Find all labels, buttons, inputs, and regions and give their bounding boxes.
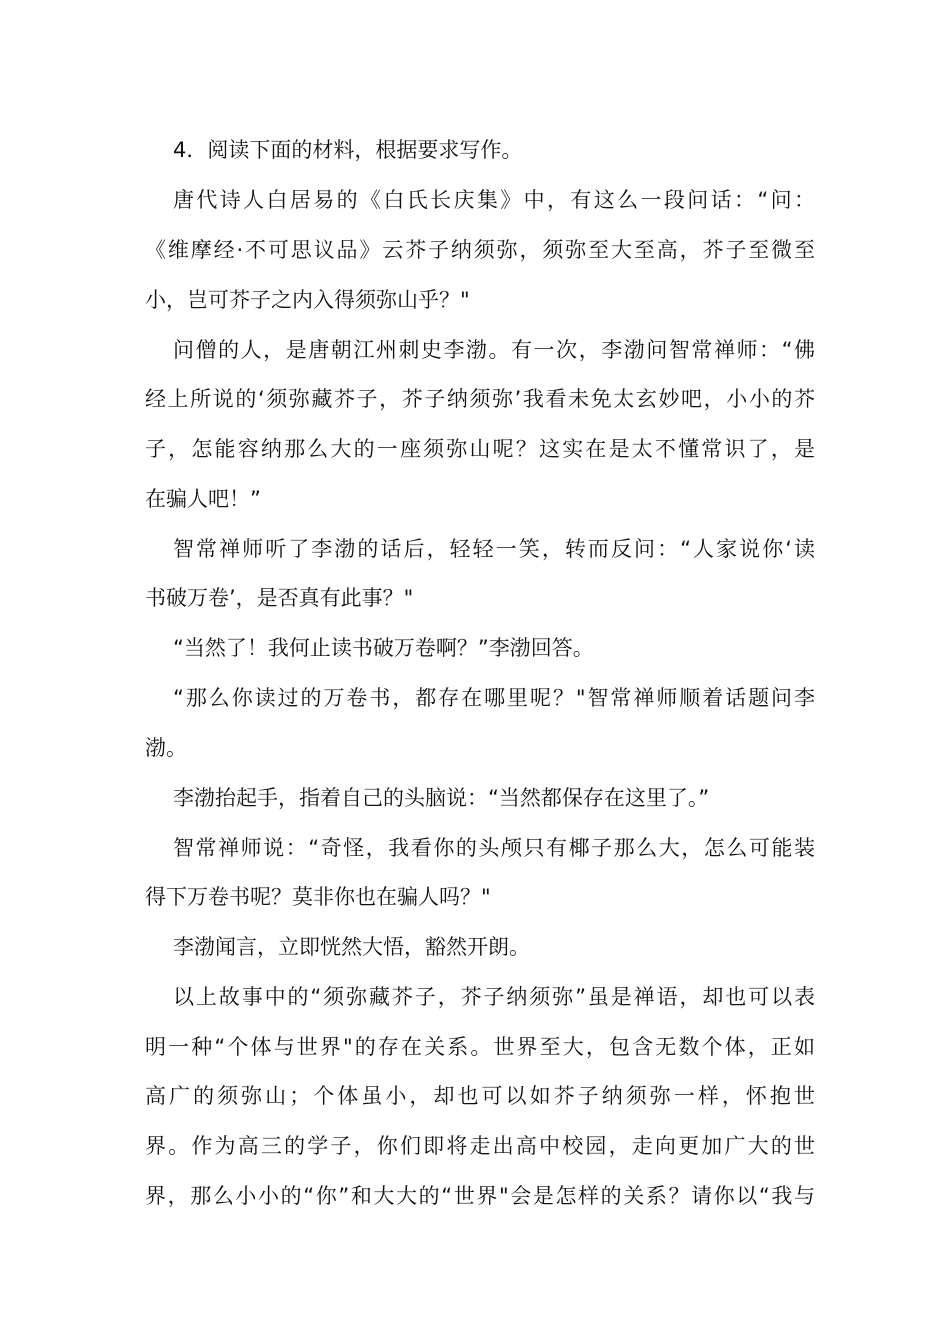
text-line: 明一种“个体与世界"的存在关系。世界至大，包含无数个体，正如 [145, 1035, 815, 1059]
question-prompt: 4．阅读下面的材料，根据要求写作。 [173, 138, 523, 162]
text-line: 唐代诗人白居易的《白氏长庆集》中，有这么一段问话：“问： [173, 188, 815, 212]
text-line: 李渤抬起手，指着自己的头脑说：“当然都保存在这里了。” [173, 786, 710, 810]
text-line: 子，怎能容纳那么大的一座须弥山呢？这实在是太不懂常识了，是 [145, 437, 815, 461]
text-line: 书破万卷’，是否真有此事？" [145, 586, 414, 610]
text-line: 小，岂可芥子之内入得须弥山乎？" [145, 288, 470, 312]
text-line: 高广的须弥山；个体虽小，却也可以如芥子纳须弥一样，怀抱世 [145, 1084, 815, 1108]
text-line: “当然了！我何止读书破万卷啊？”李渤回答。 [173, 636, 594, 660]
text-line: 《维摩经·不可思议品》云芥子纳须弥，须弥至大至高，芥子至微至 [145, 238, 815, 262]
text-line: 李渤闻言，立即恍然大悟，豁然开朗。 [173, 935, 530, 959]
text-line: 智常禅师说：“奇怪，我看你的头颅只有椰子那么大，怎么可能装 [173, 836, 815, 860]
text-line: 渤。 [145, 736, 187, 760]
text-line: 以上故事中的“须弥藏芥子，芥子纳须弥”虽是禅语，却也可以表 [173, 985, 815, 1009]
text-line: 界，那么小小的“你”和大大的“世界"会是怎样的关系？请你以“我与 [145, 1184, 815, 1208]
text-line: 问僧的人，是唐朝江州刺史李渤。有一次，李渤问智常禅师：“佛 [173, 338, 815, 362]
text-line: 经上所说的‘须弥藏芥子，芥子纳须弥’我看未免太玄妙吧，小小的芥 [145, 387, 815, 411]
text-line: “那么你读过的万卷书，都存在哪里呢？"智常禅师顺着话题问李 [173, 686, 815, 710]
text-line: 在骗人吧！” [145, 487, 261, 511]
text-line: 界。作为高三的学子，你们即将走出高中校园，走向更加广大的世 [145, 1134, 815, 1158]
text-line: 得下万卷书呢？莫非你也在骗人吗？" [145, 885, 491, 909]
text-line: 智常禅师听了李渤的话后，轻轻一笑，转而反问：“人家说你‘读 [173, 537, 815, 561]
